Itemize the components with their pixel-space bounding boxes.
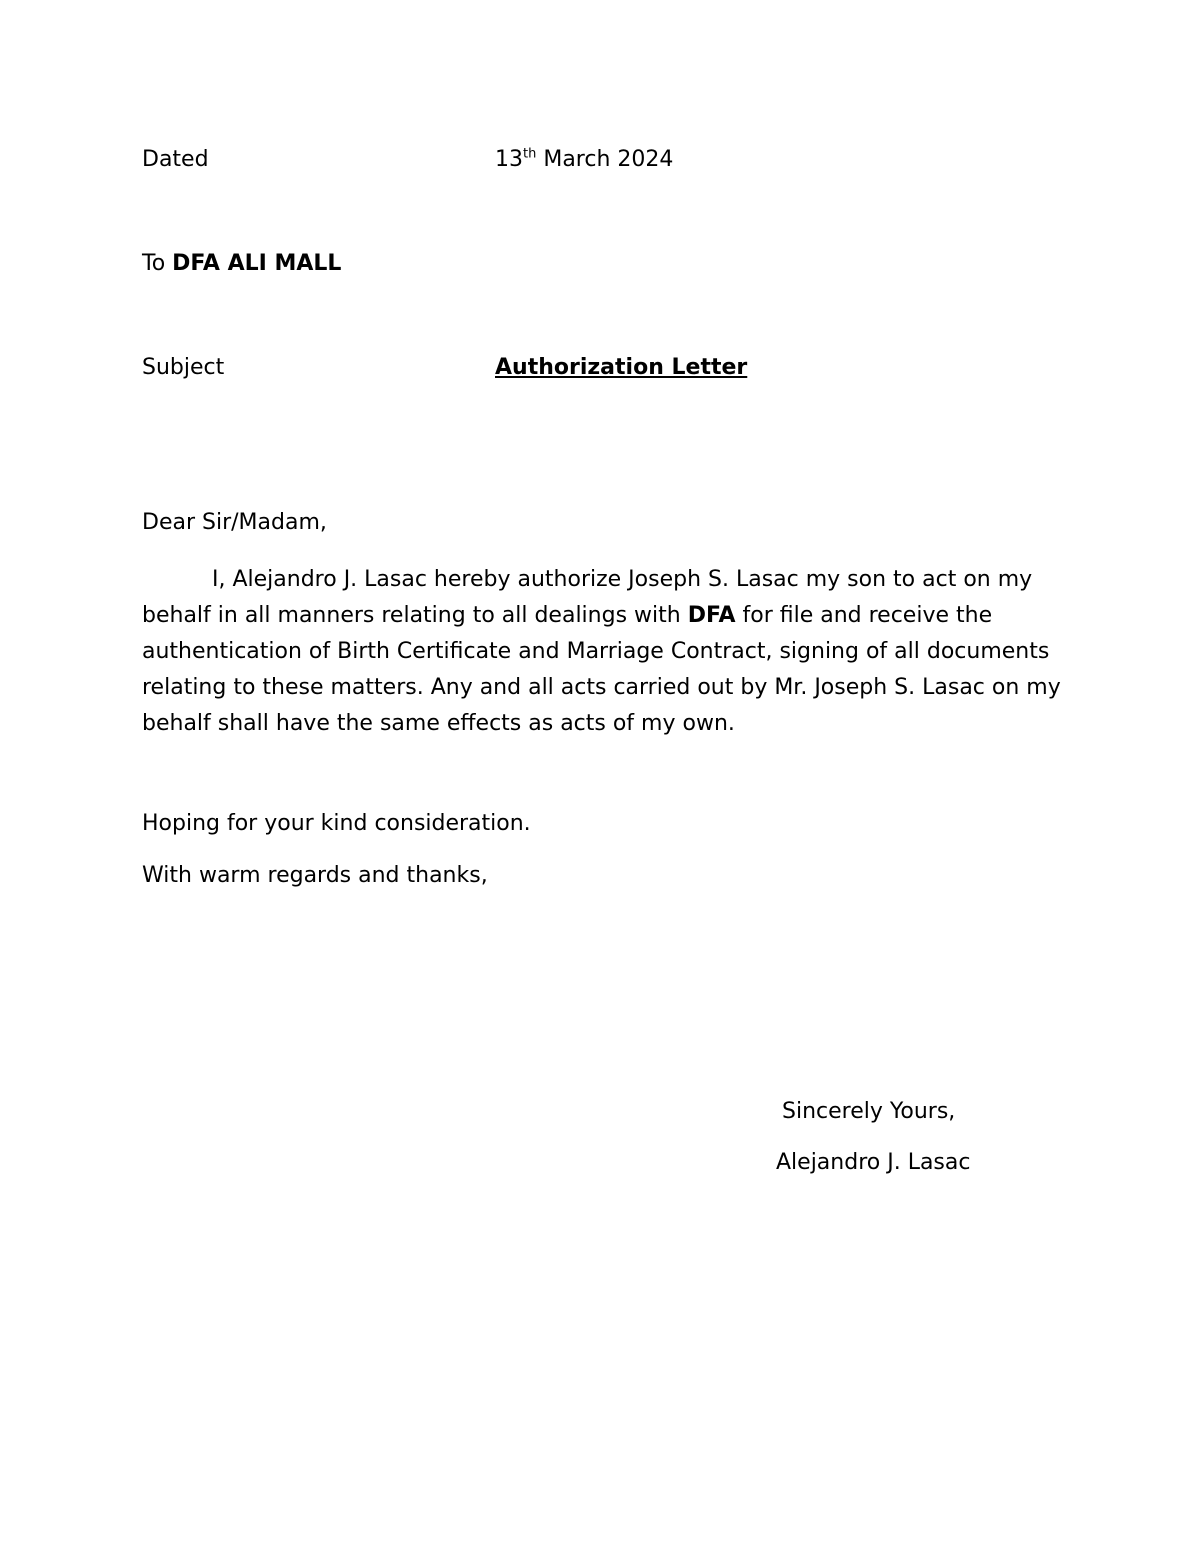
sign-off: Sincerely Yours,	[782, 1099, 956, 1124]
dated-label: Dated	[142, 147, 209, 172]
recipient-line	[142, 251, 341, 277]
date-month-year: March 2024	[536, 147, 674, 172]
closing-hope: Hoping for your kind consideration.	[142, 811, 531, 836]
body-text-part2: for file and receive the authentication of Birth Certificate and Marriage Contract, signing of all documents relating to these matters. Any and all acts carried out by Mr. Joseph S. Lasac on my behalf shall have the same effects as acts of my own.	[142, 603, 1061, 736]
date-value	[495, 147, 673, 173]
date-day-suffix: th	[523, 146, 537, 162]
recipient-prefix: To	[142, 251, 173, 276]
body-bold-term: DFA	[687, 603, 736, 628]
subject-value: Authorization Letter	[495, 355, 748, 380]
body-text-part1: I, Alejandro J. Lasac hereby authorize Joseph S. Lasac my son to act on my behalf in all manners relating to all dealings with	[142, 567, 1033, 628]
signatory-name: Alejandro J. Lasac	[776, 1150, 971, 1175]
subject-label: Subject	[142, 355, 225, 380]
date-day: 13	[495, 147, 523, 172]
closing-regards: With warm regards and thanks,	[142, 863, 488, 888]
recipient-name: DFA ALI MALL	[172, 251, 342, 276]
body-paragraph	[142, 562, 1067, 742]
salutation: Dear Sir/Madam,	[142, 510, 327, 535]
